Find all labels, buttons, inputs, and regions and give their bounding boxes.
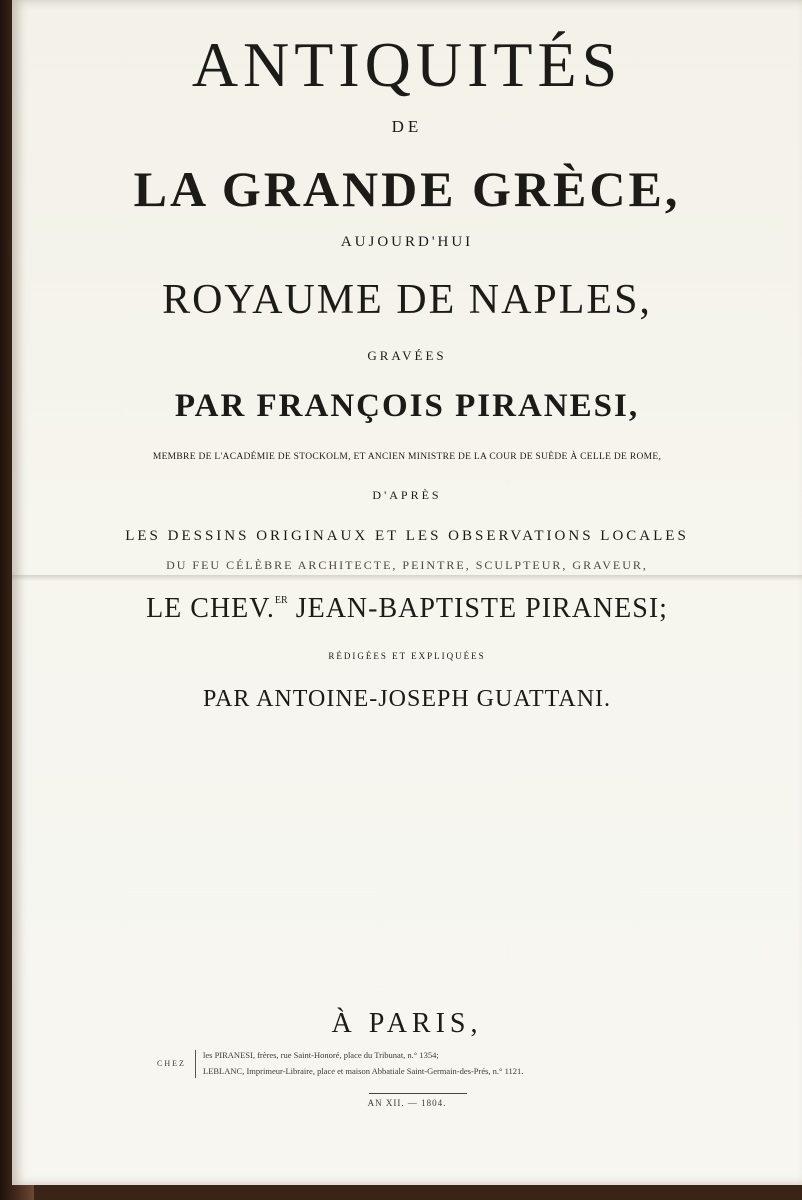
author-jean-baptiste [12,593,802,625]
author-guattani: PAR ANTOINE-JOSEPH GUATTANI. [202,686,612,712]
chev-superscript: ER [274,595,288,606]
author-francois: PAR FRANÇOIS PIRANESI, [174,388,640,424]
imprint-date: AN XII. — 1804. [367,1098,447,1108]
jean-baptiste-name: JEAN-BAPTISTE PIRANESI; [287,593,668,624]
page-fold [12,575,802,581]
title-aujourdhui: AUJOURD'HUI [340,234,474,250]
title-gravees: GRAVÉES [367,348,447,363]
imprint-publishers [157,1050,677,1082]
author-credentials: MEMBRE DE L'ACADÉMIE DE STOCKOLM, ET ANCIEN MINISTRE DE LA COUR DE SUÈDE À CELLE DE ROME, [152,452,662,462]
chev-label: LE CHEV. [146,593,275,624]
imprint-rule [369,1093,467,1094]
title-grande-grece: LA GRANDE GRÈCE, [133,161,681,217]
imprint-brace [195,1050,200,1078]
title-page [12,0,802,1185]
title-dapres: D'APRÈS [372,488,442,502]
title-de: DE [391,117,423,136]
title-dessins: LES DESSINS ORIGINAUX ET LES OBSERVATIONS LOCALES [125,528,689,544]
imprint-line-piranesi: les PIRANESI, frères, rue Saint-Honoré, place du Tribunat, n.° 1354; [203,1050,439,1060]
imprint-city: À PARIS, [331,1008,483,1039]
imprint-chez: CHEZ [157,1059,186,1068]
title-royaume: ROYAUME DE NAPLES, [162,277,652,323]
title-feu-celebre: DU FEU CÉLÈBRE ARCHITECTE, PEINTRE, SCULPTEUR, GRAVEUR, [166,558,648,572]
main-title: ANTIQUITÉS [191,29,623,100]
imprint-line-leblanc: LEBLANC, Imprimeur-Libraire, place et maison Abbatiale Saint-Germain-des-Prés, n.° 1121. [203,1066,524,1076]
title-redigees: RÉDIGÉES ET EXPLIQUÉES [328,651,486,661]
